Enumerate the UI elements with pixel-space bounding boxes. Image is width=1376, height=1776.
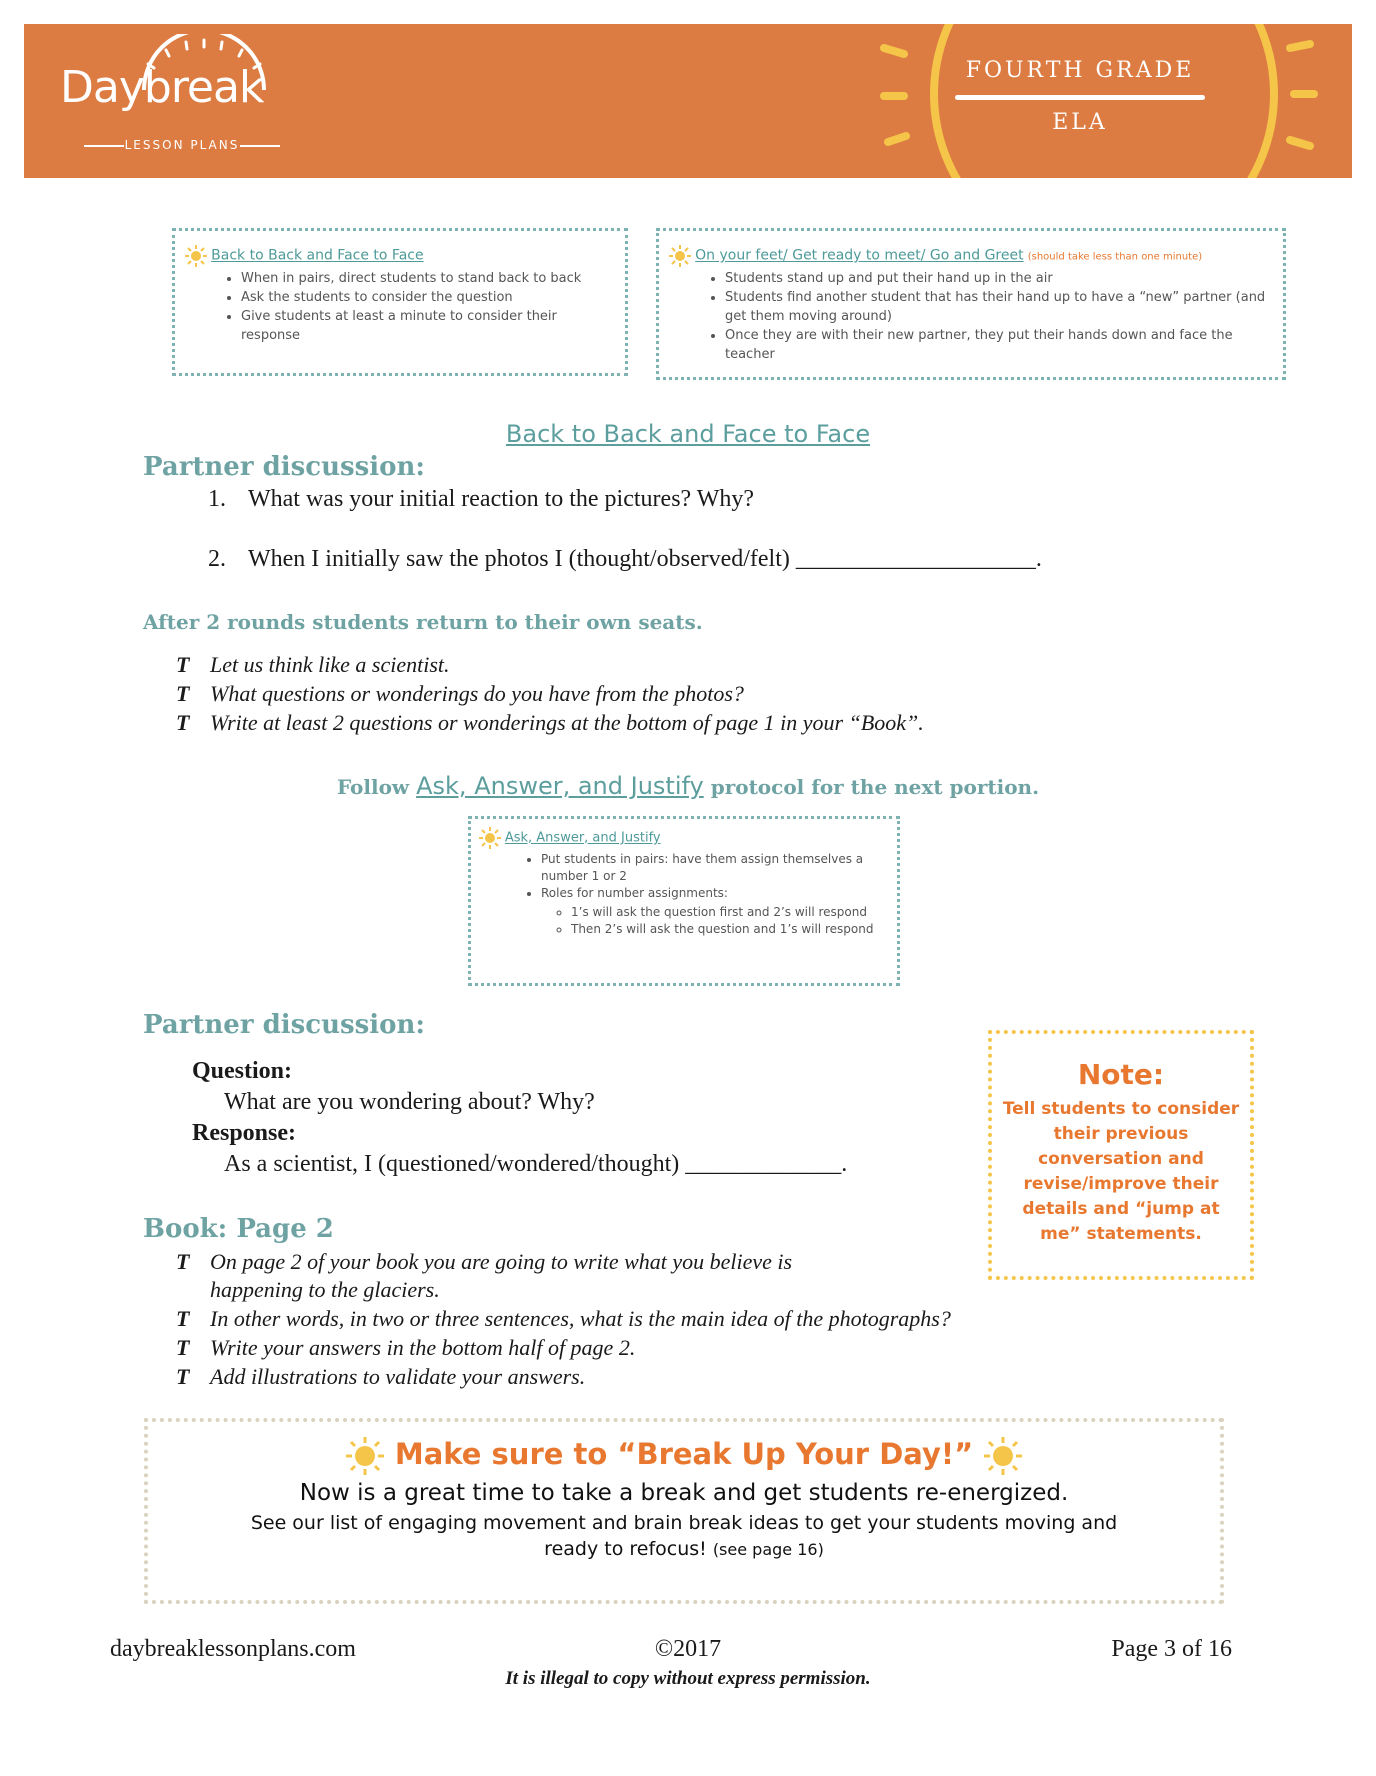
- strategy-list: [185, 269, 615, 345]
- strategy-title[interactable]: On your feet/ Get ready to meet/ Go and Greet: [695, 247, 1024, 264]
- section-title-link[interactable]: Back to Back and Face to Face: [505, 420, 871, 448]
- sun-icon: [345, 1436, 385, 1476]
- sub-list-item: ◦ Then 2’s will ask the question and 1’s will respond: [571, 921, 889, 938]
- question-1: What was your initial reaction to the pictures? Why?: [248, 486, 755, 512]
- book-page-heading: Book: Page 2: [143, 1214, 334, 1244]
- subject-label: ELA: [1052, 110, 1108, 135]
- sub-list: [541, 904, 889, 938]
- teacher-marker: T: [176, 1306, 190, 1331]
- sun-icon: [479, 827, 501, 849]
- strategy-time-note: (should take less than one minute): [1027, 251, 1203, 263]
- strategy-list: [479, 851, 889, 938]
- footer-page-number: Page 3 of 16: [1111, 1636, 1232, 1662]
- teacher-text: Add illustrations to validate your answers.: [210, 1364, 586, 1389]
- footer-copyright: ©2017: [654, 1636, 722, 1662]
- break-line-3: [148, 1538, 1220, 1560]
- teacher-text: Write your answers in the bottom half of page 2.: [210, 1335, 636, 1360]
- teacher-marker: T: [176, 1335, 190, 1360]
- teacher-note-box: [988, 1030, 1254, 1280]
- question-2: When I initially saw the photos I (thought/observed/felt) ____________________.: [248, 546, 1042, 572]
- break-title: Make sure to “Break Up Your Day!”: [394, 1437, 974, 1471]
- sun-icon: [669, 245, 691, 267]
- list-item: • When in pairs, direct students to stand back to back: [241, 269, 615, 288]
- break-line-2: See our list of engaging movement and brain break ideas to get your students moving and: [250, 1512, 1118, 1534]
- teacher-line: [176, 1335, 635, 1361]
- list-item: • Put students in pairs: have them assign themselves a number 1 or 2: [541, 851, 889, 885]
- teacher-text: Let us think like a scientist.: [210, 652, 450, 677]
- strategy-box-back-to-back: [172, 228, 628, 376]
- follow-protocol-line: [0, 772, 1376, 800]
- grade-divider: [955, 95, 1205, 100]
- teacher-line: [176, 710, 924, 736]
- sub-list-item: ◦ 1’s will ask the question first and 2’s will respond: [571, 904, 889, 921]
- teacher-text: In other words, in two or three sentences, what is the main idea of the photographs?: [210, 1306, 951, 1331]
- list-item-text: Roles for number assignments:: [541, 886, 728, 900]
- teacher-line: [176, 681, 744, 707]
- footer-legal: It is illegal to copy without express permission.: [505, 1668, 871, 1689]
- protocol-link[interactable]: Ask, Answer, and Justify: [416, 772, 704, 800]
- break-reminder-box: [144, 1418, 1224, 1604]
- sun-icon: [983, 1436, 1023, 1476]
- response-label: Response:: [192, 1120, 297, 1146]
- follow-post: protocol for the next portion.: [710, 775, 1040, 799]
- strategy-list: [669, 269, 1273, 364]
- note-title: Note:: [1077, 1058, 1165, 1091]
- page-reference: (see page 16): [712, 1540, 824, 1559]
- rounds-instruction: After 2 rounds students return to their own seats.: [143, 610, 703, 634]
- list-item: • Students find another student that has their hand up to have a “new” partner (and get them moving around): [725, 288, 1273, 326]
- partner-discussion-heading: Partner discussion:: [143, 452, 426, 482]
- teacher-line: [176, 652, 450, 678]
- strategy-box-greet: [656, 228, 1286, 380]
- teacher-line: [176, 1364, 585, 1390]
- break-title-row: [148, 1436, 1220, 1476]
- teacher-text: Write at least 2 questions or wonderings at the bottom of page 1 in your “Book”.: [210, 710, 924, 735]
- note-body: Tell students to consider their previous conversation and revise/improve their details and “jump at me” statements.: [1002, 1099, 1240, 1244]
- list-item: • Once they are with their new partner, they put their hands down and face the teacher: [725, 326, 1273, 364]
- question-number: 2.: [208, 546, 226, 572]
- teacher-text: What questions or wonderings do you have from the photos?: [210, 681, 744, 706]
- logo-name: Daybreak: [60, 62, 264, 113]
- sun-icon: [185, 245, 207, 267]
- break-line-3-text: ready to refocus!: [544, 1538, 707, 1560]
- strategy-title[interactable]: Ask, Answer, and Justify: [504, 830, 661, 846]
- partner-discussion-heading: Partner discussion:: [143, 1010, 426, 1040]
- teacher-line: [176, 1248, 936, 1304]
- list-item: • Ask the students to consider the question: [241, 288, 615, 307]
- teacher-text: On page 2 of your book you are going to write what you believe is happening to the glaciers.: [210, 1249, 793, 1302]
- break-line-1: Now is a great time to take a break and get students re-energized.: [299, 1480, 1069, 1506]
- teacher-marker: T: [176, 1364, 190, 1389]
- list-item: • Students stand up and put their hand up in the air: [725, 269, 1273, 288]
- teacher-marker: T: [176, 652, 190, 677]
- footer-site: daybreaklessonplans.com: [110, 1636, 356, 1662]
- list-item: • Give students at least a minute to consider their response: [241, 307, 615, 345]
- question-label: Question:: [192, 1058, 293, 1084]
- strategy-box-ask-answer: [468, 816, 900, 986]
- follow-pre: Follow: [336, 775, 410, 799]
- question-number: 1.: [208, 486, 226, 512]
- response-text: As a scientist, I (questioned/wondered/thought) _____________.: [224, 1151, 848, 1177]
- grade-label: FOURTH GRADE: [965, 58, 1195, 83]
- strategy-title[interactable]: Back to Back and Face to Face: [211, 247, 424, 264]
- teacher-marker: T: [176, 710, 190, 735]
- teacher-marker: T: [176, 681, 190, 706]
- question-text: What are you wondering about? Why?: [224, 1089, 595, 1115]
- logo-subtitle: LESSON PLANS: [124, 138, 240, 152]
- teacher-line: [176, 1306, 951, 1332]
- teacher-marker: T: [176, 1249, 190, 1274]
- list-item: [541, 885, 889, 938]
